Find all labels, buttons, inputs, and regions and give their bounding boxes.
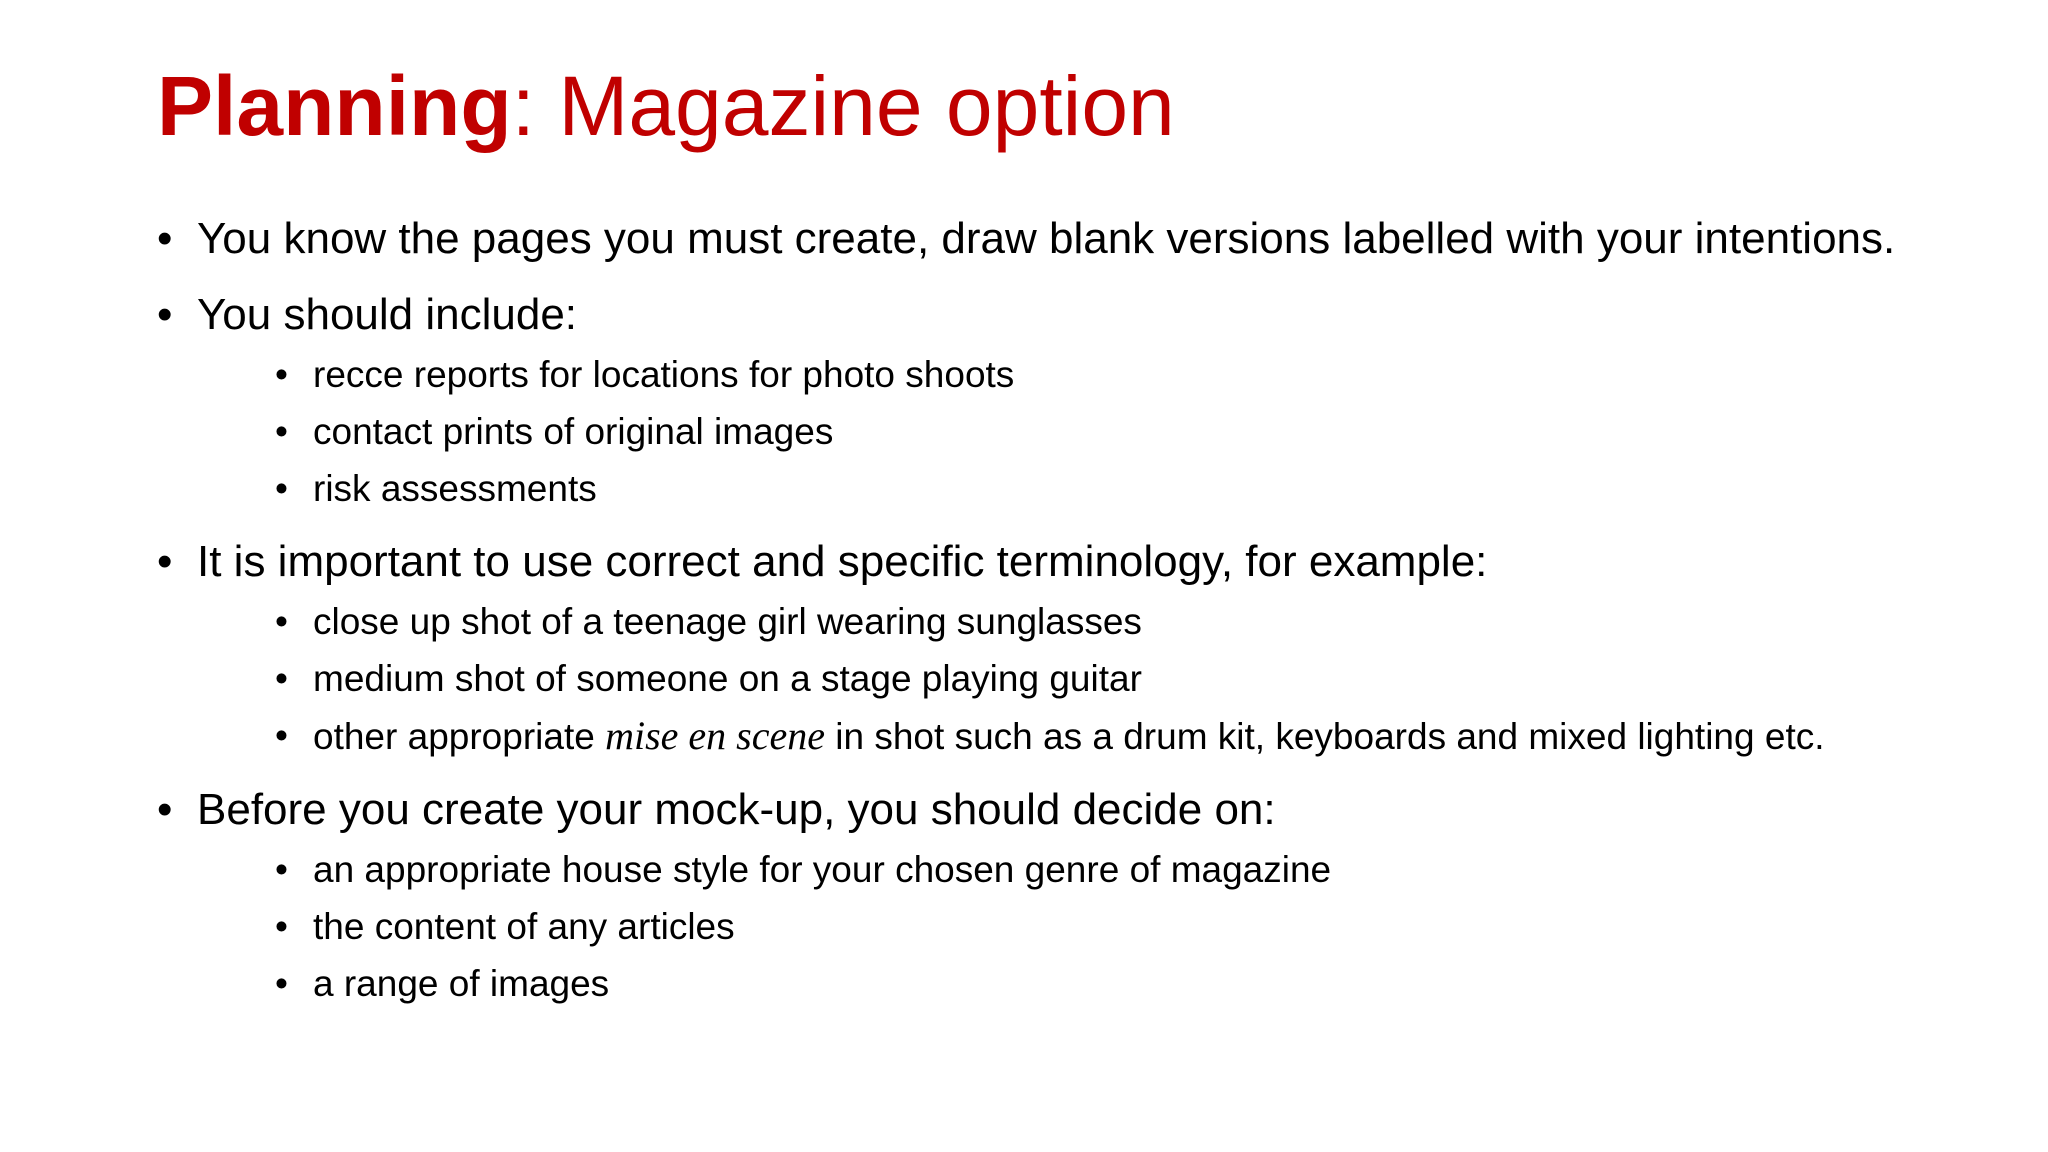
sub-list-item <box>275 898 2037 955</box>
list-item <box>157 779 2037 1012</box>
bullet-icon: • <box>275 906 288 947</box>
bullet-icon: • <box>157 785 173 834</box>
sub-list-item-text: an appropriate house style for your chosen genre of magazine <box>313 849 1332 890</box>
sub-list-item-text: risk assessments <box>313 468 597 509</box>
sub-list-item <box>275 841 2037 898</box>
list-item-text: It is important to use correct and specific terminology, for example: <box>197 537 1488 586</box>
sub-list-item <box>275 346 2037 403</box>
sub-list-item-text: a range of images <box>313 963 610 1004</box>
list-item-text: You know the pages you must create, draw blank versions labelled with your intentions. <box>197 214 1896 263</box>
bullet-icon: • <box>275 468 288 509</box>
sub-list <box>275 346 2037 517</box>
sub-list-item-text: medium shot of someone on a stage playing guitar <box>313 658 1142 699</box>
sub-list-item <box>275 955 2037 1012</box>
bullet-icon: • <box>275 849 288 890</box>
sub-list-item-text: close up shot of a teenage girl wearing sunglasses <box>313 601 1142 642</box>
sub-list-item-text-after: in shot such as a drum kit, keyboards and mixed lighting etc. <box>825 716 1825 757</box>
title-rest: : Magazine option <box>511 59 1175 153</box>
sub-list-item <box>275 593 2037 650</box>
list-item <box>157 531 2037 765</box>
sub-list <box>275 841 2037 1012</box>
bullet-icon: • <box>275 715 288 756</box>
bullet-icon: • <box>275 411 288 452</box>
bullet-icon: • <box>157 290 173 339</box>
list-item-text: You should include: <box>197 290 578 339</box>
sub-list-item <box>275 707 2037 765</box>
bullet-icon: • <box>275 354 288 395</box>
sub-list-item-text: the content of any articles <box>313 906 735 947</box>
sub-list-item <box>275 460 2037 517</box>
bullet-icon: • <box>275 963 288 1004</box>
sub-list-item <box>275 650 2037 707</box>
bullet-icon: • <box>275 601 288 642</box>
list-item <box>157 284 2037 517</box>
sub-list-item-text: contact prints of original images <box>313 411 834 452</box>
sub-list <box>275 593 2037 765</box>
bullet-list <box>157 208 2037 1012</box>
list-item <box>157 208 2037 270</box>
bullet-icon: • <box>157 537 173 586</box>
sub-list-item <box>275 403 2037 460</box>
sub-list-item-text-italic: mise en scene <box>605 713 825 758</box>
title-bold: Planning <box>157 59 512 153</box>
bullet-icon: • <box>157 214 173 263</box>
sub-list-item-text-before: other appropriate <box>313 716 606 757</box>
bullet-icon: • <box>275 658 288 699</box>
slide-title <box>157 58 1175 155</box>
sub-list-item-text: recce reports for locations for photo shoots <box>313 354 1015 395</box>
list-item-text: Before you create your mock-up, you should decide on: <box>197 785 1276 834</box>
